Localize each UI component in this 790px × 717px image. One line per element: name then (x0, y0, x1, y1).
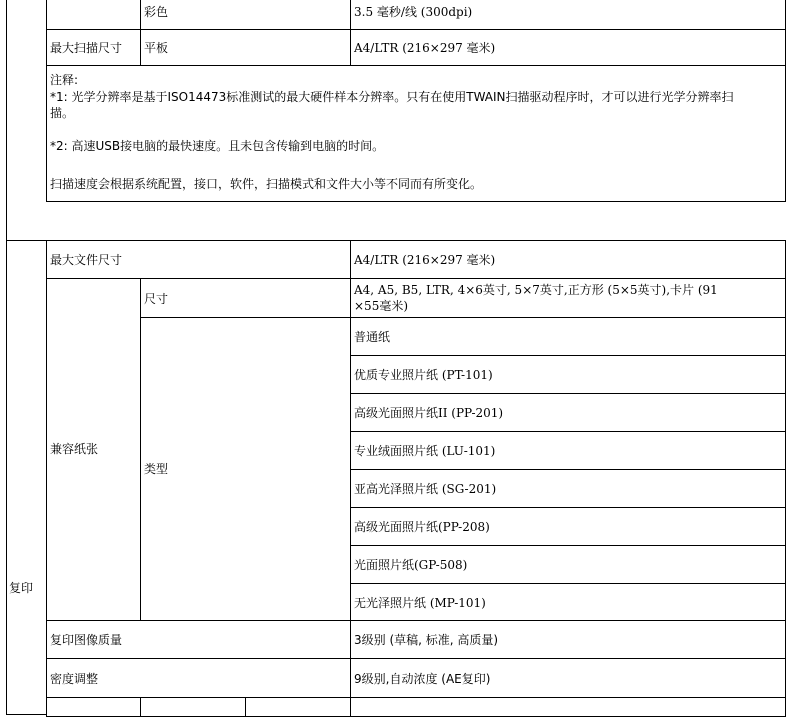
paper-type-pp201: 高级光面照片纸II (PP-201) (354, 406, 504, 420)
size-label-cell (140, 278, 351, 318)
max-doc-size-value: A4/LTR (216×297 毫米) (354, 253, 496, 267)
note-1-line-1: *1: 光学分辨率是基于ISO14473标准测试的最大硬件样本分辨率。只有在使用TWAIN扫描驱动程序时，才可以进行光学分辨率扫 (50, 90, 734, 104)
paper-type-gp508: 光面照片纸(GP-508) (354, 558, 468, 572)
note-2: *2: 高速USB接电脑的最快速度。且未包含传输到电脑的时间。 (50, 139, 385, 153)
type-label: 类型 (144, 462, 169, 476)
size-label: 尺寸 (144, 292, 169, 306)
paper-type-row (350, 317, 786, 356)
page-left-edge-gap (6, 201, 7, 241)
paper-type-row (350, 507, 786, 546)
paper-type-row (350, 431, 786, 470)
notes-title: 注释: (50, 73, 79, 87)
density-value: 9级别,自动浓度 (AE复印) (354, 672, 491, 686)
paper-type-plain: 普通纸 (354, 330, 391, 344)
paper-type-sg201: 亚高光泽照片纸 (SG-201) (354, 482, 497, 496)
next-row-cell-3 (245, 697, 351, 717)
copy-section-label: 复印 (9, 581, 34, 595)
paper-type-row (350, 583, 786, 621)
scan-notes-cell (46, 65, 786, 202)
paper-type-pt101: 优质专业照片纸 (PT-101) (354, 368, 493, 382)
image-quality-value-cell (350, 620, 786, 659)
max-doc-size-value-cell (350, 240, 786, 279)
paper-type-row (350, 393, 786, 432)
image-quality-label-cell (46, 620, 351, 659)
max-doc-size-label: 最大文件尺寸 (50, 253, 123, 267)
paper-type-lu101: 专业绒面照片纸 (LU-101) (354, 444, 496, 458)
type-label-cell (140, 317, 351, 621)
scan-color-speed-cell (350, 0, 786, 30)
paper-type-row (350, 469, 786, 508)
density-label: 密度调整 (50, 672, 99, 686)
paper-type-pp208: 高级光面照片纸(PP-208) (354, 520, 490, 534)
paper-type-row (350, 545, 786, 584)
next-row-cell-4 (350, 697, 786, 717)
scan-color-speed-value: 3.5 毫秒/线 (300dpi) (354, 5, 473, 19)
compatible-paper-label: 兼容纸张 (50, 442, 99, 456)
max-scan-size-label: 最大扫描尺寸 (50, 41, 123, 55)
next-row-cell-1 (46, 697, 141, 717)
scan-color-label: 彩色 (144, 5, 169, 19)
next-row-cell-2 (140, 697, 246, 717)
flatbed-label: 平板 (144, 41, 169, 55)
max-scan-size-label-cell (46, 29, 141, 66)
note-3: 扫描速度会根据系统配置，接口，软件，扫描模式和文件大小等不同而有所变化。 (50, 177, 483, 191)
left-border-top (6, 0, 7, 202)
flatbed-value-cell (350, 29, 786, 66)
flatbed-value: A4/LTR (216×297 毫米) (354, 41, 496, 55)
note-1-line-2: 描。 (50, 106, 75, 120)
image-quality-label: 复印图像质量 (50, 633, 123, 647)
density-label-cell (46, 658, 351, 698)
scan-color-label-cell (140, 0, 351, 30)
size-value-line-2: ×55毫米) (354, 299, 409, 313)
top-left-empty-cell (46, 0, 141, 30)
paper-type-row (350, 355, 786, 394)
copy-section-label-cell (6, 240, 47, 715)
flatbed-label-cell (140, 29, 351, 66)
image-quality-value: 3级别 (草稿, 标准, 高质量) (354, 633, 499, 647)
paper-type-mp101: 无光泽照片纸 (MP-101) (354, 596, 486, 610)
density-value-cell (350, 658, 786, 698)
size-value-cell (350, 278, 786, 318)
size-value-line-1: A4, A5, B5, LTR, 4×6英寸, 5×7英寸,正方形 (5×5英寸),卡片 (91 (354, 283, 718, 297)
max-doc-size-label-cell (46, 240, 351, 279)
compatible-paper-label-cell (46, 278, 141, 621)
